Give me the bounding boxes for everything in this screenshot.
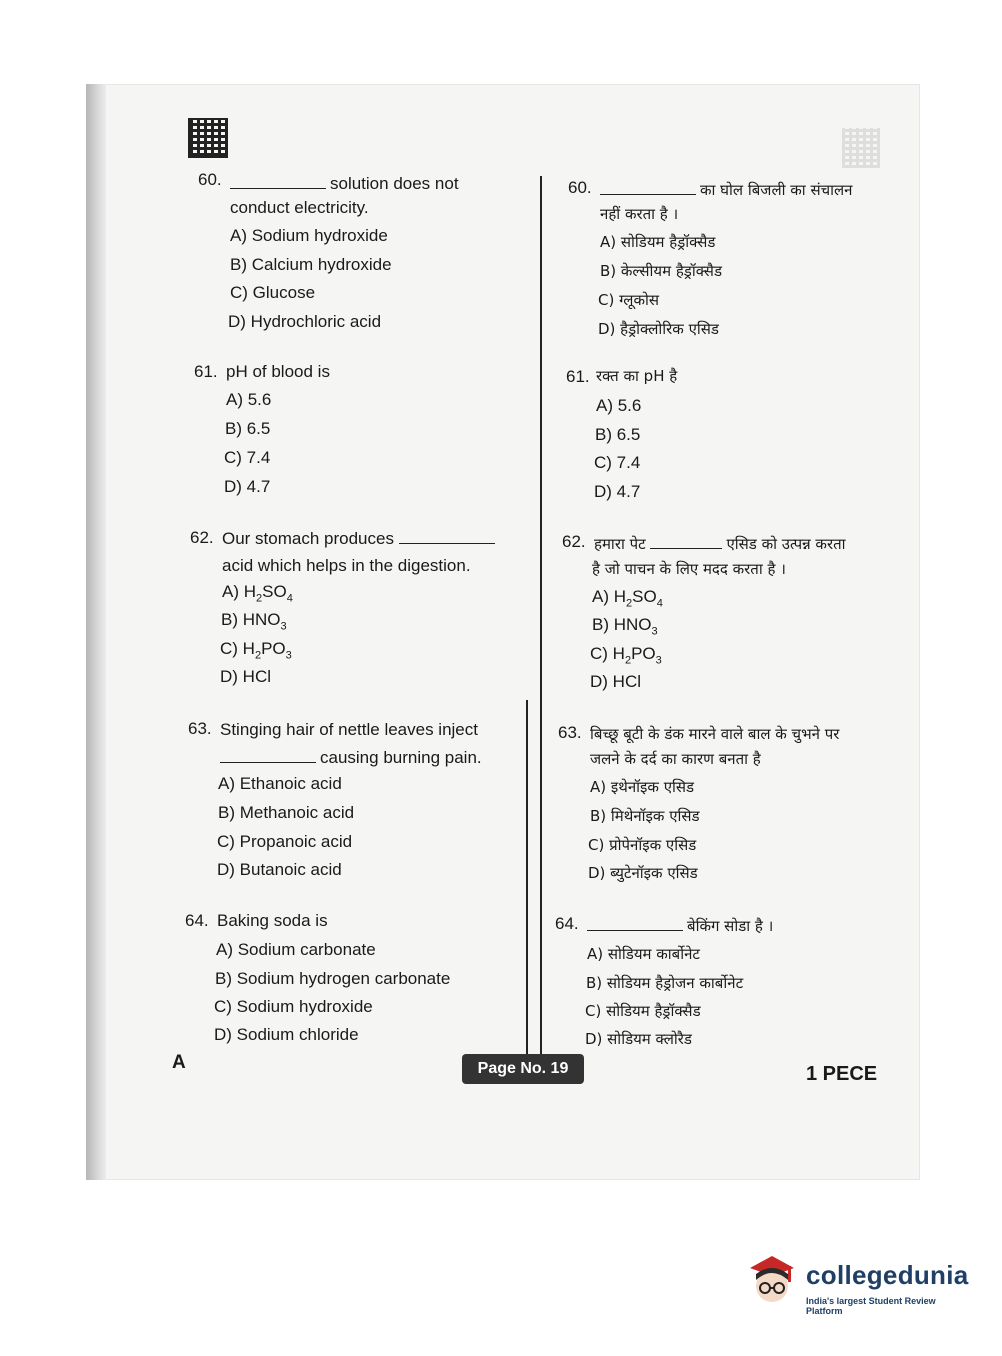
faded-qr-code-icon: [842, 128, 880, 168]
option-d: D) Butanoic acid: [217, 860, 342, 879]
option-c: C) सोडियम हैड्रॉक्सैड: [585, 1002, 701, 1020]
question-number: 60.: [198, 170, 222, 189]
question-text: बिच्छू बूटी के डंक मारने वाले बाल के चुभने पर: [590, 725, 840, 743]
question-text: solution does not: [230, 174, 459, 194]
option-c: C) प्रोपेनॉइक एसिड: [588, 836, 697, 854]
option-b: B) सोडियम हैड्रोजन कार्बोनेट: [586, 974, 744, 992]
question-number: 64.: [555, 914, 579, 933]
option-a: A) Sodium carbonate: [216, 940, 376, 959]
booklet-series-letter: A: [172, 1052, 186, 1073]
option-a: A) $H_2SO_4$: [592, 587, 663, 610]
option-b: B) Methanoic acid: [218, 803, 355, 822]
question-number: 62.: [562, 532, 586, 551]
option-c: C) ग्लूकोस: [598, 291, 660, 309]
option-a: A) 5.6: [226, 390, 272, 409]
option-b: B) 6.5: [595, 425, 641, 444]
option-c: C) Glucose: [230, 283, 316, 302]
question-number: 60.: [568, 178, 592, 197]
question-text-line2: जलने के दर्द का कारण बनता है: [590, 750, 761, 768]
option-a: A) $H_2SO_4$: [222, 582, 293, 605]
option-d: D) हैड्रोक्लोरिक एसिड: [598, 320, 719, 338]
question-text-line2: acid which helps in the digestion.: [222, 556, 471, 575]
question-text-line2: conduct electricity.: [230, 198, 369, 217]
option-d: D) ब्युटेनॉइक एसिड: [588, 864, 698, 882]
option-c: C) $H_2PO_3$: [220, 639, 292, 662]
option-b: B) $HNO_3$: [592, 615, 658, 638]
column-divider: [540, 176, 542, 1056]
option-c: C) 7.4: [224, 448, 271, 467]
question-number: 62.: [190, 528, 214, 547]
option-d: D) सोडियम क्लोरैड: [585, 1030, 692, 1048]
option-b: B) Sodium hydrogen carbonate: [215, 969, 451, 988]
question-number: 64.: [185, 911, 209, 930]
brand-tagline: India's largest Student Review Platform: [806, 1296, 936, 1316]
option-d: D) Hydrochloric acid: [228, 312, 382, 331]
option-a: A) Sodium hydroxide: [230, 226, 388, 245]
question-text: Stinging hair of nettle leaves inject: [220, 720, 478, 739]
option-a: A) Ethanoic acid: [218, 774, 342, 793]
option-c: C) 7.4: [594, 453, 641, 472]
option-d: D) HCl: [590, 672, 641, 691]
option-d: D) HCl: [220, 667, 271, 686]
collegedunia-logo: [744, 1248, 972, 1316]
question-text: pH of blood is: [226, 362, 330, 381]
question-text-line2: causing burning pain.: [220, 748, 482, 768]
option-b: B) मिथेनॉइक एसिड: [590, 807, 700, 825]
option-c: C) Propanoic acid: [217, 832, 353, 851]
option-b: B) 6.5: [225, 419, 271, 438]
question-text: रक्त का pH है: [596, 367, 678, 385]
question-number: 63.: [558, 723, 582, 742]
scan-edge-shadow: [86, 84, 106, 1180]
page-number-badge: Page No. 19: [462, 1054, 584, 1084]
qr-code-icon: [188, 118, 228, 158]
option-b: B) Calcium hydroxide: [230, 255, 392, 274]
option-a: A) सोडियम कार्बोनेट: [587, 945, 700, 963]
column-divider-lower: [526, 700, 528, 1056]
question-number: 61.: [566, 367, 590, 386]
option-b: B) $HNO_3$: [221, 610, 287, 633]
option-b: B) केल्सीयम हैड्रॉक्सैड: [600, 262, 722, 280]
option-a: A) इथेनॉइक एसिड: [590, 778, 695, 796]
brand-name: collegedunia: [806, 1260, 969, 1290]
question-text: का घोल बिजली का संचालन: [600, 180, 852, 199]
question-text: हमारा पेट एसिड को उत्पन्न करता: [594, 535, 846, 553]
question-text: बेकिंग सोडा है ।: [587, 916, 773, 935]
question-text-line2: है जो पाचन के लिए मदद करता है ।: [592, 560, 786, 578]
question-text: Our stomach produces: [222, 529, 499, 549]
paper-code: 1 PECE: [806, 1063, 878, 1085]
option-d: D) Sodium chloride: [214, 1025, 359, 1044]
option-c: C) $H_2PO_3$: [590, 644, 662, 667]
option-a: A) 5.6: [596, 396, 642, 415]
question-text-line2: नहीं करता है ।: [600, 205, 679, 223]
question-number: 63.: [188, 719, 212, 738]
option-d: D) 4.7: [594, 482, 641, 501]
question-text: Baking soda is: [217, 911, 328, 930]
option-a: A) सोडियम हैड्रॉक्सैड: [600, 233, 716, 251]
option-d: D) 4.7: [224, 477, 271, 496]
mascot-logo-icon: [744, 1252, 800, 1308]
option-c: C) Sodium hydroxide: [214, 997, 373, 1016]
exam-page: [86, 84, 920, 1180]
question-number: 61.: [194, 362, 218, 381]
